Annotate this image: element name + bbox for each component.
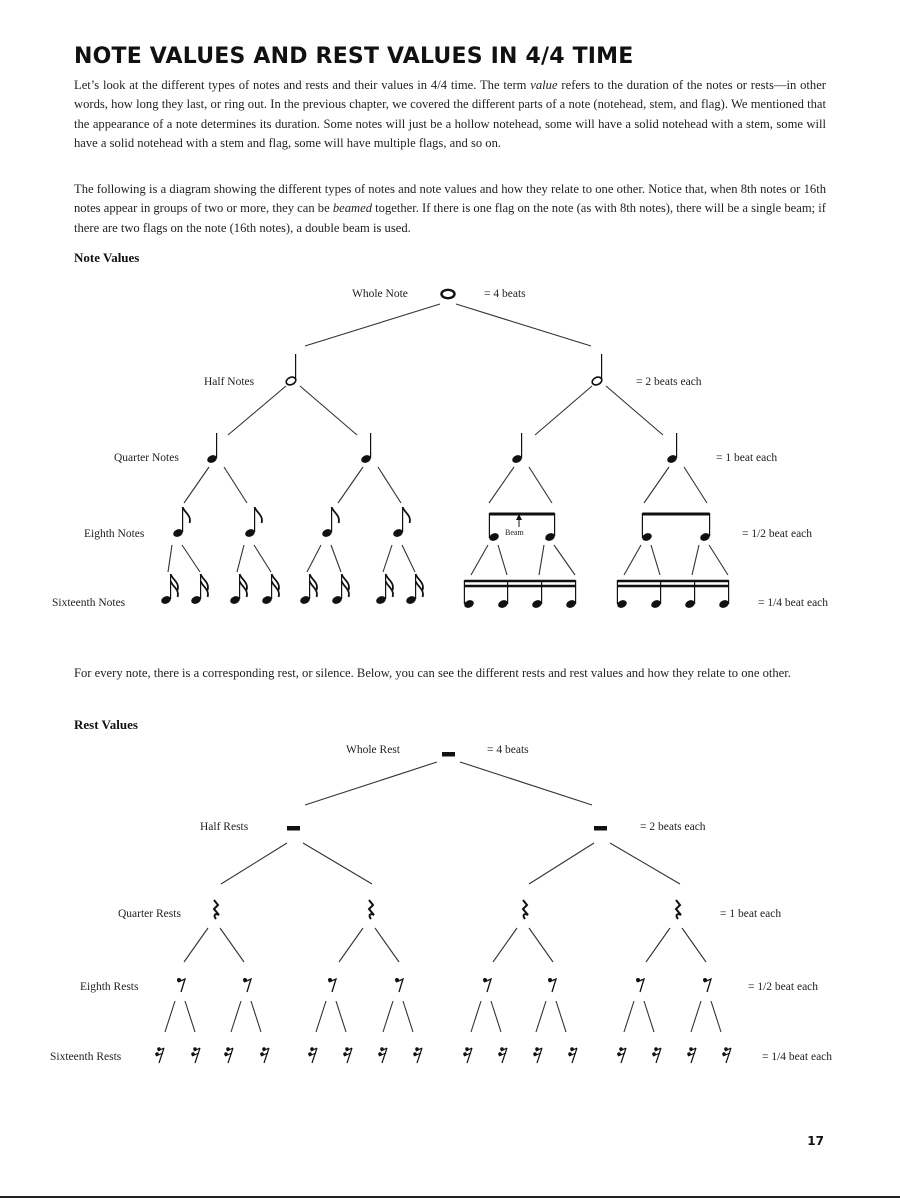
note-values-title: Note Values <box>74 250 140 265</box>
connector-line <box>336 1001 346 1032</box>
sixteenth-note-symbol <box>261 574 279 605</box>
sixteenth-rest-symbol <box>343 1047 352 1063</box>
connector-line <box>300 386 357 435</box>
half-rest-symbol <box>594 826 607 831</box>
quarter-rests-value: = 1 beat each <box>720 908 782 920</box>
half-rest-symbol <box>287 826 300 831</box>
rest-intro-paragraph: For every note, there is a corresponding rest, or silence. Below, you can see the different rests and rest values and how they relate to one other. <box>74 666 791 680</box>
intro-p2-text-a: The following is a diagram showing the different types of notes and note values and how they relate to one other. Notice that, when 8th notes or 16th notes appear in groups of two or more, they can be <box>74 182 826 216</box>
half-rests-value: = 2 beats each <box>640 821 706 833</box>
eighth-notes-label: Eighth Notes <box>84 528 145 540</box>
intro-p1-text-a: Let’s look at the different types of notes and rests and their values in 4/4 time. The term <box>74 78 531 92</box>
rest-tree <box>50 744 832 1063</box>
whole-rest-label: Whole Rest <box>346 744 400 756</box>
connector-line <box>307 545 321 572</box>
connector-line <box>331 545 341 572</box>
sixteenth-rest-symbol <box>722 1047 731 1063</box>
connector-line <box>644 1001 654 1032</box>
connector-line <box>493 928 517 962</box>
connector-line <box>251 1001 261 1032</box>
connector-line <box>402 545 415 572</box>
beamed-sixteenth-group <box>463 580 577 609</box>
connector-line <box>646 928 670 962</box>
sixteenth-rest-symbol <box>568 1047 577 1063</box>
sixteenth-note-symbol <box>190 574 208 605</box>
connector-line <box>456 304 591 346</box>
sixteenth-rest-symbol <box>533 1047 542 1063</box>
quarter-notes-value: = 1 beat each <box>716 452 778 464</box>
sixteenth-rest-symbol <box>260 1047 269 1063</box>
sixteenth-notes-label: Sixteenth Notes <box>52 597 126 609</box>
half-rests-label: Half Rests <box>200 821 249 833</box>
rest-connector-lines <box>165 762 721 1032</box>
intro-p2-text-b: together. If there is one flag on the note (as with 8th notes), there will be a single beam; if there are two flags on the note (16th notes), a double beam is used. <box>74 201 826 235</box>
connector-line <box>185 1001 195 1032</box>
page-heading: NOTE VALUES AND REST VALUES IN 4/4 TIME <box>74 44 634 69</box>
connector-line <box>624 1001 634 1032</box>
whole-note-symbol <box>442 290 455 298</box>
connector-line <box>682 928 706 962</box>
intro-p2-emphasis: beamed <box>332 201 372 216</box>
connector-line <box>403 1001 413 1032</box>
connector-line <box>610 843 680 884</box>
eighth-rest-symbol <box>328 978 336 992</box>
half-notes-value: = 2 beats each <box>636 376 702 388</box>
sixteenth-note-symbol <box>331 574 349 605</box>
connector-line <box>535 386 592 435</box>
connector-line <box>498 545 507 575</box>
sixteenth-notes-value: = 1/4 beat each <box>758 597 829 609</box>
connector-line <box>606 386 663 435</box>
beamed-sixteenth-group <box>616 580 730 609</box>
connector-line <box>529 843 594 884</box>
connector-line <box>254 545 271 572</box>
sixteenth-rests-label: Sixteenth Rests <box>50 1051 122 1063</box>
eighth-rest-symbol <box>548 978 556 992</box>
connector-line <box>709 545 728 575</box>
eighth-note-symbol <box>321 507 339 538</box>
quarter-note-symbol <box>360 433 372 464</box>
whole-note-value: = 4 beats <box>484 288 526 300</box>
eighth-rest-symbol <box>177 978 185 992</box>
connector-line <box>220 928 244 962</box>
connector-line <box>168 545 172 572</box>
connector-line <box>305 762 437 805</box>
connector-line <box>316 1001 326 1032</box>
connector-line <box>691 1001 701 1032</box>
connector-line <box>383 1001 393 1032</box>
intro-p1-emphasis: value <box>530 78 558 92</box>
connector-line <box>529 928 553 962</box>
whole-note-label: Whole Note <box>352 288 408 300</box>
rest-values-title: Rest Values <box>74 717 138 732</box>
sixteenth-rest-symbol <box>191 1047 200 1063</box>
connector-line <box>338 467 363 503</box>
connector-line <box>184 928 208 962</box>
connector-line <box>305 304 440 346</box>
beamed-eighth-pair <box>641 513 711 542</box>
sixteenth-note-symbol <box>229 574 247 605</box>
quarter-note-symbol <box>511 433 523 464</box>
quarter-notes-label: Quarter Notes <box>114 452 179 464</box>
connector-line <box>224 467 247 503</box>
eighth-rest-symbol <box>483 978 491 992</box>
connector-line <box>375 928 399 962</box>
connector-line <box>237 545 244 572</box>
sixteenth-rest-symbol <box>224 1047 233 1063</box>
half-note-symbol <box>591 354 603 386</box>
sixteenth-note-symbol <box>375 574 393 605</box>
sixteenth-rest-symbol <box>155 1047 164 1063</box>
quarter-rest-symbol <box>214 900 219 919</box>
quarter-rests-label: Quarter Rests <box>118 908 181 920</box>
rest-symbols <box>155 752 731 1063</box>
quarter-rest-symbol <box>676 900 681 919</box>
sixteenth-rests-value: = 1/4 beat each <box>762 1051 833 1063</box>
connector-line <box>624 545 641 575</box>
quarter-rest-symbol <box>523 900 528 919</box>
eighth-rest-symbol <box>395 978 403 992</box>
sixteenth-rest-symbol <box>652 1047 661 1063</box>
half-note-symbol <box>285 354 297 386</box>
connector-line <box>554 545 575 575</box>
eighth-rests-value: = 1/2 beat each <box>748 981 819 993</box>
connector-line <box>228 386 286 435</box>
sixteenth-rest-symbol <box>308 1047 317 1063</box>
eighth-rest-symbol <box>636 978 644 992</box>
quarter-note-symbol <box>206 433 218 464</box>
page-bottom-rule <box>0 1196 900 1198</box>
eighth-rests-label: Eighth Rests <box>80 981 139 993</box>
eighth-note-symbol <box>172 507 190 538</box>
connector-line <box>692 545 699 575</box>
connector-line <box>684 467 707 503</box>
connector-line <box>539 545 544 575</box>
whole-rest-symbol <box>442 752 455 757</box>
connector-line <box>471 1001 481 1032</box>
quarter-note-symbol <box>666 433 678 464</box>
sixteenth-rest-symbol <box>413 1047 422 1063</box>
connector-line <box>711 1001 721 1032</box>
note-tree <box>52 288 828 609</box>
connector-line <box>471 545 488 575</box>
connector-line <box>651 545 660 575</box>
connector-line <box>383 545 392 572</box>
eighth-notes-value: = 1/2 beat each <box>742 528 813 540</box>
beam-label: Beam <box>505 528 524 537</box>
connector-line <box>556 1001 566 1032</box>
sixteenth-rest-symbol <box>687 1047 696 1063</box>
sixteenth-note-symbol <box>405 574 423 605</box>
sixteenth-rest-symbol <box>617 1047 626 1063</box>
eighth-note-symbol <box>244 507 262 538</box>
sixteenth-rest-symbol <box>463 1047 472 1063</box>
connector-line <box>231 1001 241 1032</box>
connector-line <box>184 467 209 503</box>
connector-line <box>644 467 669 503</box>
eighth-rest-symbol <box>703 978 711 992</box>
eighth-rest-symbol <box>243 978 251 992</box>
connector-line <box>165 1001 175 1032</box>
intro-p1-text-b: refers to the duration of the notes or rests—in other words, how long they last, or ring out. In the previous chapter, we covered the different parts of a note (notehead, stem, and flag). We mentioned that the appearance of a note determines its duration. Some notes will just be a hollow notehead, some will have a solid notehead with a stem, some will have a solid notehead with a stem and flag, some will have multiple flags, and so on. <box>74 78 826 151</box>
connector-line <box>489 467 514 503</box>
connector-line <box>221 843 287 884</box>
sixteenth-note-symbol <box>299 574 317 605</box>
eighth-note-symbol <box>392 507 410 538</box>
connector-line <box>536 1001 546 1032</box>
connector-line <box>378 467 401 503</box>
sixteenth-note-symbol <box>160 574 178 605</box>
connector-line <box>491 1001 501 1032</box>
note-symbols <box>160 290 730 610</box>
page-number: 17 <box>807 1134 824 1148</box>
connector-line <box>529 467 552 503</box>
connector-line <box>339 928 363 962</box>
quarter-rest-symbol <box>369 900 374 919</box>
half-notes-label: Half Notes <box>204 376 255 388</box>
sixteenth-rest-symbol <box>378 1047 387 1063</box>
sixteenth-rest-symbol <box>498 1047 507 1063</box>
whole-rest-value: = 4 beats <box>487 744 529 756</box>
connector-line <box>303 843 372 884</box>
connector-line <box>182 545 200 572</box>
connector-line <box>460 762 592 805</box>
